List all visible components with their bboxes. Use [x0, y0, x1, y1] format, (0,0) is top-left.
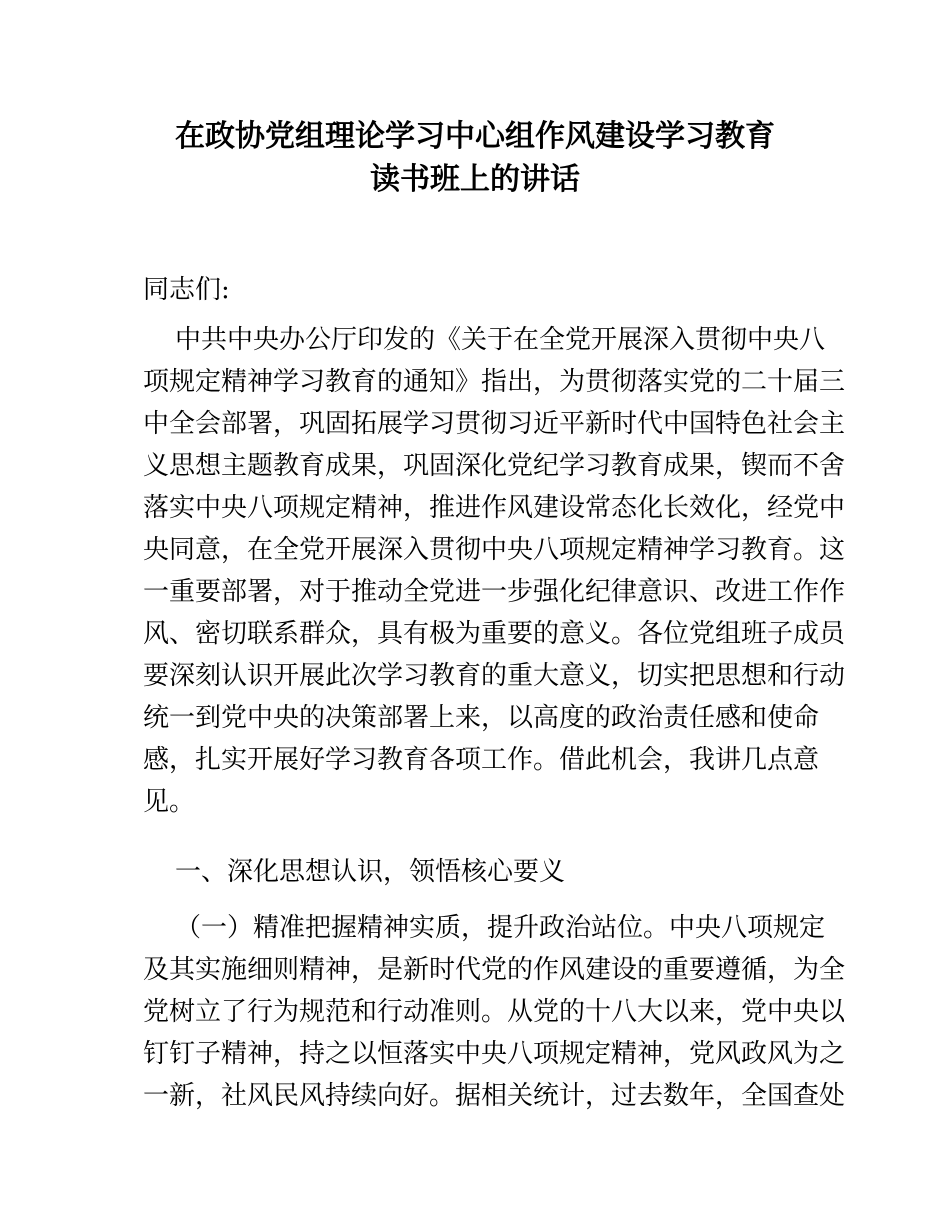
paragraph-line: 见。 [143, 787, 196, 817]
paragraph-line: 风、密切联系群众，具有极为重要的意义。各位党组班子成员 [143, 619, 846, 649]
paragraph-line: 央同意，在全党开展深入贯彻中央八项规定精神学习教育。这 [143, 535, 846, 565]
paragraph-line: 感，扎实开展好学习教育各项工作。借此机会，我讲几点意 [143, 745, 820, 775]
document-title-line-1: 在政协党组理论学习中心组作风建设学习教育 [175, 119, 775, 154]
salutation: 同志们: [143, 275, 230, 305]
paragraph-line: 一新，社风民风持续向好。据相关统计，过去数年，全国查处 [143, 1081, 846, 1111]
paragraph-line: 钉钉子精神，持之以恒落实中央八项规定精神，党风政风为之 [143, 1039, 846, 1069]
paragraph-line: 一重要部署，对于推动全党进一步强化纪律意识、改进工作作 [143, 577, 846, 607]
paragraph-line: 及其实施细则精神，是新时代党的作风建设的重要遵循，为全 [143, 955, 846, 985]
paragraph-line: 项规定精神学习教育的通知》指出，为贯彻落实党的二十届三 [143, 367, 846, 397]
section-heading-1: 一、深化思想认识，领悟核心要义 [175, 857, 566, 887]
paragraph-line: 中共中央办公厅印发的《关于在全党开展深入贯彻中央八 [175, 325, 826, 355]
paragraph-line: 党树立了行为规范和行动准则。从党的十八大以来，党中央以 [143, 997, 846, 1027]
paragraph-line: 中全会部署，巩固拓展学习贯彻习近平新时代中国特色社会主 [143, 409, 846, 439]
paragraph-line: 义思想主题教育成果，巩固深化党纪学习教育成果，锲而不舍 [143, 451, 846, 481]
paragraph-line: 统一到党中央的决策部署上来，以高度的政治责任感和使命 [143, 703, 820, 733]
document-title-line-2: 读书班上的讲话 [370, 162, 580, 197]
paragraph-line: 要深刻认识开展此次学习教育的重大意义，切实把思想和行动 [143, 661, 846, 691]
paragraph-line: 落实中央八项规定精神，推进作风建设常态化长效化，经党中 [143, 493, 846, 523]
paragraph-line: （一）精准把握精神实质，提升政治站位。中央八项规定 [175, 913, 826, 943]
